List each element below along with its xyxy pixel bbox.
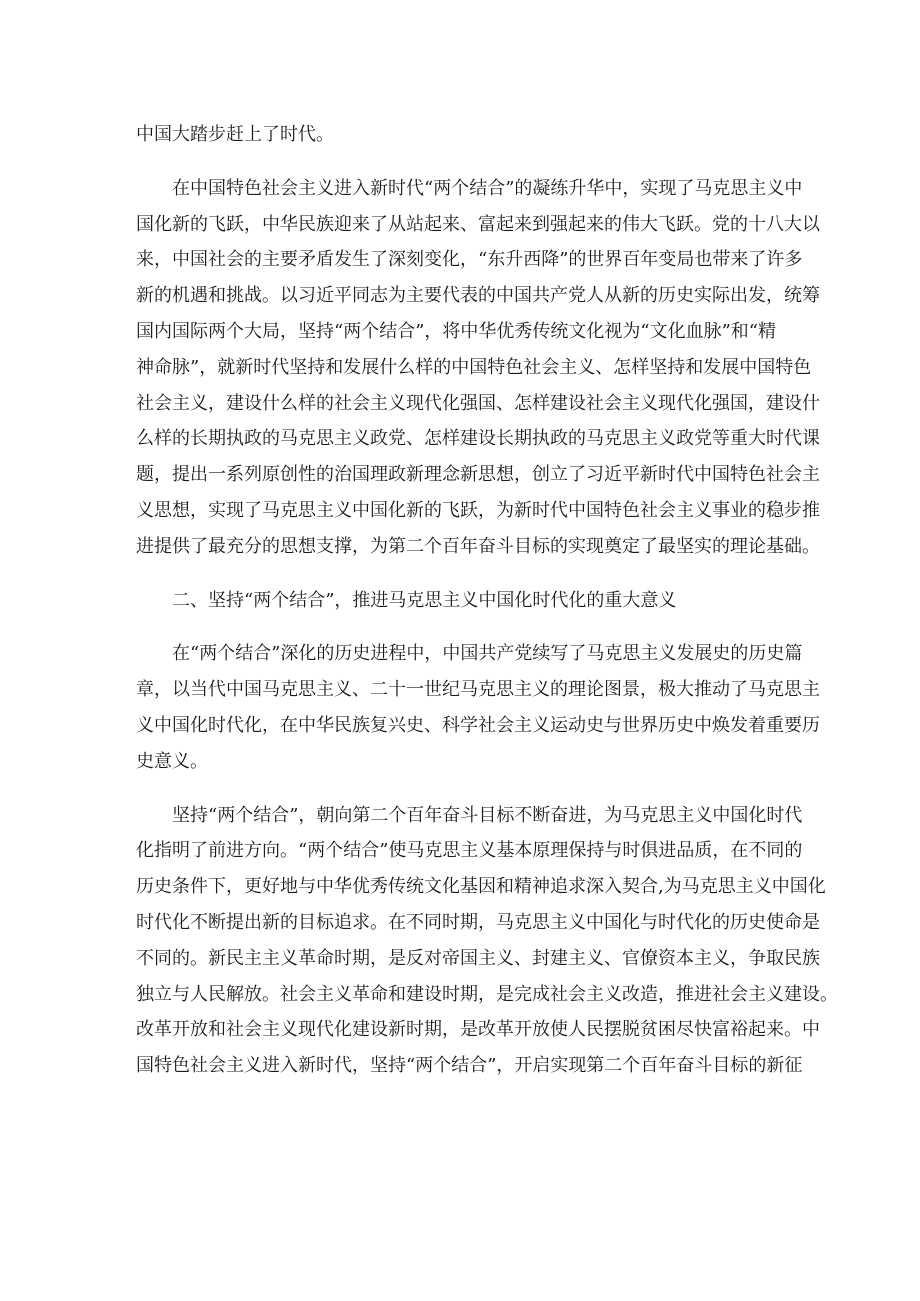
text-line: 国内国际两个大局，坚持“两个结合”，将中华优秀传统文化视为“文化血脉”和“精 <box>136 320 777 342</box>
text-line: 章，以当代中国马克思主义、二十一世纪马克思主义的理论图景，极大推动了马克思主 <box>136 679 820 701</box>
text-line: 题，提出一系列原创性的治国理政新理念新思想，创立了习近平新时代中国特色社会主 <box>136 464 820 486</box>
document-body <box>136 117 838 1084</box>
text-line: 在中国特色社会主义进入新时代“两个结合”的凝练升华中，实现了马克思主义中 <box>172 177 803 199</box>
text-line: 国特色社会主义进入新时代，坚持“两个结合”，开启实现第二个百年奋斗目标的新征 <box>136 1055 803 1077</box>
text-line: 义中国化时代化，在中华民族复兴史、科学社会主义运动史与世界历史中焕发着重要历 <box>136 714 820 736</box>
text-line: 神命脉”，就新时代坚持和发展什么样的中国特色社会主义、怎样坚持和发展中国特色 <box>136 356 812 378</box>
text-line: 中国大踏步赶上了时代。 <box>136 124 334 145</box>
text-line: 改革开放和社会主义现代化建设新时期，是改革开放使人民摆脱贫困尽快富裕起来。中 <box>136 1019 820 1041</box>
text-line: 义思想，实现了马克思主义中国化新的飞跃，为新时代中国特色社会主义事业的稳步推 <box>136 499 820 521</box>
paragraph <box>136 636 820 779</box>
text-line: 不同的。新民主主义革命时期，是反对帝国主义、封建主义、官僚资本主义，争取民族 <box>136 947 820 969</box>
section-heading <box>136 583 788 619</box>
text-line: 新的机遇和挑战。以习近平同志为主要代表的中国共产党人从新的历史实际出发，统筹 <box>136 285 820 307</box>
paragraph <box>136 171 820 565</box>
text-line: 独立与人民解放。社会主义革命和建设时期，是完成社会主义改造，推进社会主义建设。 <box>136 983 838 1005</box>
text-line: 进提供了最充分的思想支撑，为第二个百年奋斗目标的实现奠定了最坚实的理论基础。 <box>136 535 820 557</box>
paragraph <box>136 798 838 1084</box>
text-line: 在“两个结合”深化的历史进程中，中国共产党续写了马克思主义发展史的历史篇 <box>172 643 803 665</box>
paragraph <box>136 117 788 153</box>
text-line: 坚持“两个结合”，朝向第二个百年奋斗目标不断奋进，为马克思主义中国化时代 <box>172 804 803 826</box>
text-line: 社会主义，建设什么样的社会主义现代化强国、怎样建设社会主义现代化强国，建设什 <box>136 392 820 414</box>
text-line: 来，中国社会的主要矛盾发生了深刻变化，“东升西降”的世界百年变局也带来了许多 <box>136 249 803 271</box>
text-line: 国化新的飞跃，中华民族迎来了从站起来、富起来到强起来的伟大飞跃。党的十八大以 <box>136 213 820 235</box>
section-heading-text: 二、坚持“两个结合”，推进马克思主义中国化时代化的重大意义 <box>172 589 677 611</box>
text-line: 时代化不断提出新的目标追求。在不同时期，马克思主义中国化与时代化的历史使命是 <box>136 911 820 933</box>
text-line: 历史条件下，更好地与中华优秀传统文化基因和精神追求深入契合,为马克思主义中国化 <box>136 876 826 898</box>
text-line: 么样的长期执政的马克思主义政党、怎样建设长期执政的马克思主义政党等重大时代课 <box>136 428 820 450</box>
text-line: 化指明了前进方向。“两个结合”使马克思主义基本原理保持与时俱进品质，在不同的 <box>136 840 803 862</box>
text-line: 史意义。 <box>136 750 208 772</box>
